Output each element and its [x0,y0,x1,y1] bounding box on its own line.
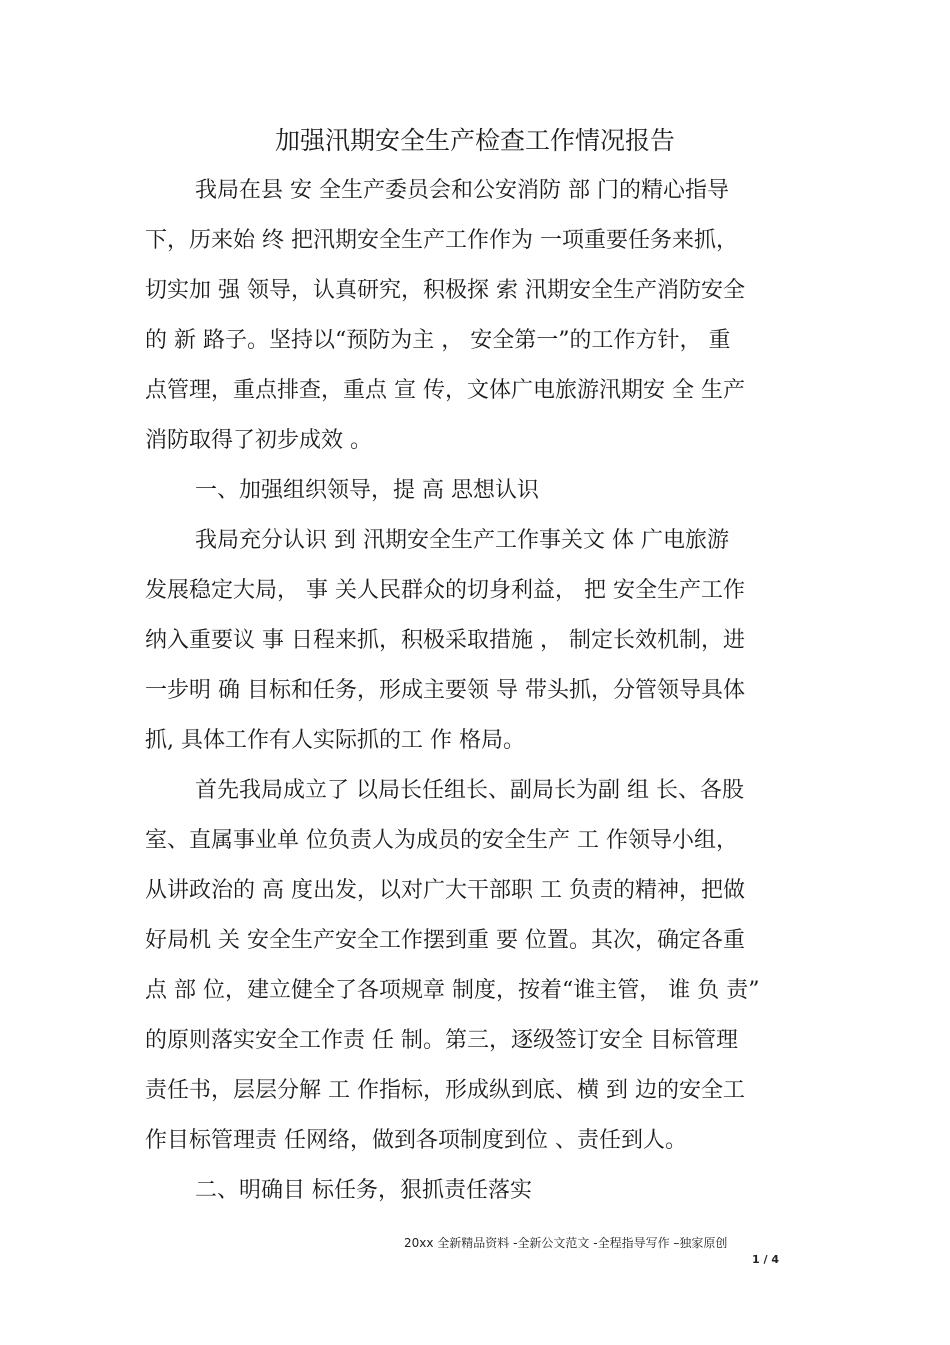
paragraph-line: 点管理，重点排查，重点 宣 传，文体广电旅游汛期安 全 生产 [145,378,745,403]
paragraph-line: 下，历来始 终 把汛期安全生产工作作为 一项重要任务来抓， [145,228,738,253]
paragraph-line: 室、直属事业单 位负责人为成员的安全生产 工 作领导小组， [145,828,738,853]
paragraph-line: 纳入重要议 事 日程来抓，积极采取措施 ， 制定长效机制，进 [145,628,745,653]
paragraph-line: 责任书，层层分解 工 作指标，形成纵到底、横 到 边的安全工 [145,1078,745,1103]
paragraph-line: 消防取得了初步成效 。 [145,428,372,453]
paragraph-line: 作目标管理责 任网络，做到各项制度到位 、责任到人。 [145,1128,687,1153]
paragraph-line: 切实加 强 领导，认真研究，积极探 索 汛期安全生产消防安全 [145,278,745,303]
page-footer: 20xx 全新精品资料 -全新公文范文 -全程指导写作 –独家原创 [404,1236,728,1250]
paragraph-line: 发展稳定大局， 事 关人民群众的切身利益， 把 安全生产工作 [145,578,745,603]
document-title: 加强汛期安全生产检查工作情况报告 [274,126,675,155]
paragraph-line: 的 新 路子。坚持以“预防为主 ， 安全第一”的工作方针， 重 [145,328,731,353]
paragraph-line: 好局机 关 安全生产安全工作摆到重 要 位置。其次，确定各重 [145,928,745,953]
paragraph-line: 首先我局成立了 以局长任组长、副局长为副 组 长、各股 [195,778,744,803]
page-number: 1 / 4 [752,1253,779,1266]
paragraph-line: 从讲政治的 高 度出发，以对广大干部职 工 负责的精神，把做 [145,878,745,903]
paragraph-line: 抓, 具体工作有人实际抓的工 作 格局。 [145,728,525,753]
section-heading: 二、明确目 标任务，狠抓责任落实 [195,1178,532,1203]
paragraph-line: 点 部 位，建立健全了各项规章 制度，按着“谁主管， 谁 负 责” [145,978,760,1003]
paragraph-line: 我局充分认识 到 汛期安全生产工作事关文 体 广电旅游 [195,528,729,553]
section-heading: 一、加强组织领导，提 高 思想认识 [195,478,539,503]
paragraph-line: 的原则落实安全工作责 任 制。第三，逐级签订安全 目标管理 [145,1028,738,1053]
paragraph-line: 我局在县 安 全生产委员会和公安消防 部 门的精心指导 [195,178,729,203]
paragraph-line: 一步明 确 目标和任务，形成主要领 导 带头抓，分管领导具体 [145,678,745,703]
